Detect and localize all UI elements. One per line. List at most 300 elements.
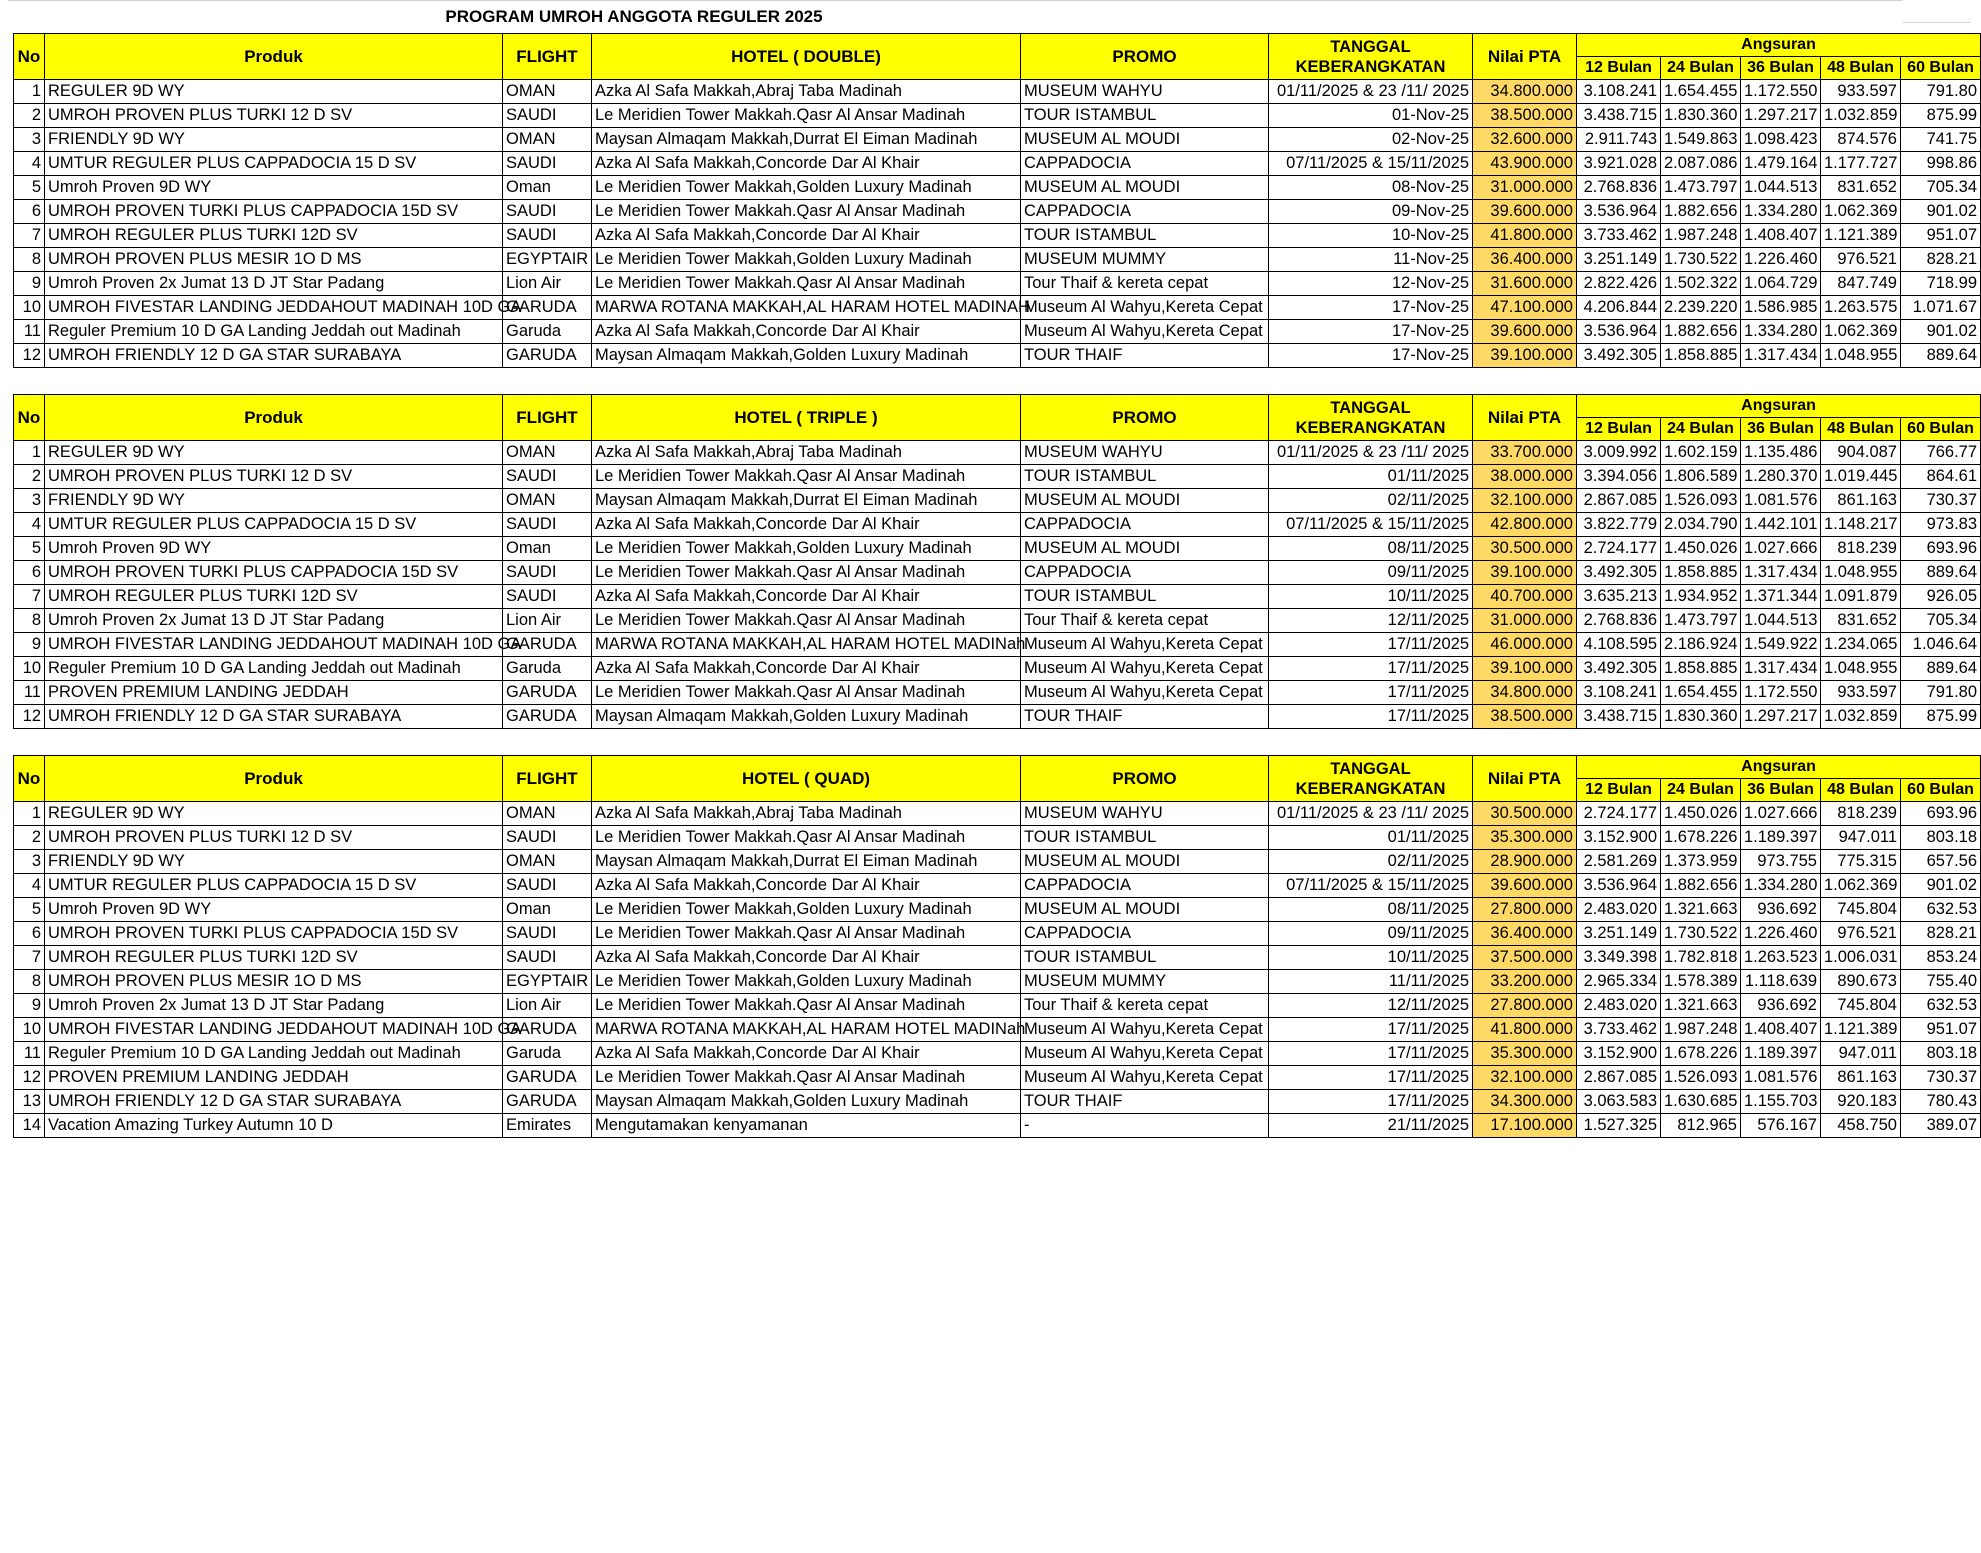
- cell-no: 7: [14, 585, 45, 609]
- col-header-bulan: 48 Bulan: [1821, 57, 1901, 80]
- cell-tanggal: 09/11/2025: [1269, 561, 1473, 585]
- cell-produk: Reguler Premium 10 D GA Landing Jeddah out Madinah: [45, 657, 503, 681]
- cell-nilai-pta: 31.000.000: [1473, 609, 1577, 633]
- cell-promo: TOUR ISTAMBUL: [1021, 465, 1269, 489]
- table-row: [14, 152, 1981, 176]
- cell-angsuran-48: 745.804: [1821, 994, 1901, 1018]
- cell-angsuran-48: 890.673: [1821, 970, 1901, 994]
- cell-flight: OMAN: [503, 128, 592, 152]
- cell-no: 2: [14, 826, 45, 850]
- cell-hotel: Azka Al Safa Makkah,Abraj Taba Madinah: [592, 802, 1021, 826]
- table-row: [14, 1090, 1981, 1114]
- tanggal-line-1: TANGGAL: [1330, 37, 1411, 56]
- col-header-no: No: [14, 395, 45, 441]
- cell-angsuran-60: 705.34: [1901, 609, 1981, 633]
- cell-angsuran-12: 3.733.462: [1577, 224, 1661, 248]
- cell-tanggal: 02/11/2025: [1269, 850, 1473, 874]
- col-header-produk: Produk: [45, 395, 503, 441]
- cell-promo: Museum Al Wahyu,Kereta Cepat: [1021, 320, 1269, 344]
- cell-nilai-pta: 32.600.000: [1473, 128, 1577, 152]
- cell-angsuran-24: 1.987.248: [1661, 224, 1741, 248]
- cell-tanggal: 10/11/2025: [1269, 585, 1473, 609]
- cell-nilai-pta: 42.800.000: [1473, 513, 1577, 537]
- cell-no: 12: [14, 344, 45, 368]
- cell-angsuran-36: 1.549.922: [1741, 633, 1821, 657]
- cell-flight: GARUDA: [503, 633, 592, 657]
- cell-angsuran-24: 2.034.790: [1661, 513, 1741, 537]
- cell-angsuran-60: 998.86: [1901, 152, 1981, 176]
- col-header-bulan: 48 Bulan: [1821, 418, 1901, 441]
- cell-angsuran-48: 831.652: [1821, 609, 1901, 633]
- cell-produk: Umroh Proven 2x Jumat 13 D JT Star Padang: [45, 994, 503, 1018]
- table-row: [14, 296, 1981, 320]
- cell-hotel: Le Meridien Tower Makkah.Qasr Al Ansar Madinah: [592, 1066, 1021, 1090]
- cell-angsuran-60: 926.05: [1901, 585, 1981, 609]
- cell-no: 4: [14, 513, 45, 537]
- cell-nilai-pta: 38.500.000: [1473, 104, 1577, 128]
- cell-nilai-pta: 36.400.000: [1473, 248, 1577, 272]
- cell-flight: SAUDI: [503, 946, 592, 970]
- cell-angsuran-24: 1.549.863: [1661, 128, 1741, 152]
- cell-hotel: Maysan Almaqam Makkah,Durrat El Eiman Madinah: [592, 850, 1021, 874]
- table-row: [14, 561, 1981, 585]
- cell-angsuran-36: 1.044.513: [1741, 609, 1821, 633]
- cell-angsuran-48: 831.652: [1821, 176, 1901, 200]
- cell-angsuran-48: 1.006.031: [1821, 946, 1901, 970]
- cell-angsuran-48: 861.163: [1821, 489, 1901, 513]
- cell-angsuran-60: 632.53: [1901, 898, 1981, 922]
- cell-promo: CAPPADOCIA: [1021, 874, 1269, 898]
- cell-angsuran-36: 1.189.397: [1741, 1042, 1821, 1066]
- cell-no: 10: [14, 657, 45, 681]
- cell-angsuran-12: 2.911.743: [1577, 128, 1661, 152]
- cell-angsuran-48: 1.048.955: [1821, 657, 1901, 681]
- cell-promo: TOUR ISTAMBUL: [1021, 946, 1269, 970]
- table-row: [14, 272, 1981, 296]
- col-header-bulan: 48 Bulan: [1821, 779, 1901, 802]
- cell-hotel: MARWA ROTANA MAKKAH,AL HARAM HOTEL MADINah: [592, 1018, 1021, 1042]
- cell-angsuran-24: 1.321.663: [1661, 994, 1741, 1018]
- cell-tanggal: 08/11/2025: [1269, 898, 1473, 922]
- cell-tanggal: 01-Nov-25: [1269, 104, 1473, 128]
- cell-tanggal: 12/11/2025: [1269, 994, 1473, 1018]
- cell-no: 12: [14, 1066, 45, 1090]
- cell-no: 9: [14, 994, 45, 1018]
- col-header-bulan: 24 Bulan: [1661, 418, 1741, 441]
- cell-promo: Museum Al Wahyu,Kereta Cepat: [1021, 633, 1269, 657]
- cell-promo: MUSEUM AL MOUDI: [1021, 537, 1269, 561]
- cell-produk: UMROH PROVEN PLUS TURKI 12 D SV: [45, 465, 503, 489]
- cell-angsuran-48: 1.062.369: [1821, 874, 1901, 898]
- col-header-bulan: 60 Bulan: [1901, 779, 1981, 802]
- cell-nilai-pta: 33.700.000: [1473, 441, 1577, 465]
- cell-angsuran-60: 875.99: [1901, 104, 1981, 128]
- cell-promo: CAPPADOCIA: [1021, 561, 1269, 585]
- cell-flight: GARUDA: [503, 681, 592, 705]
- cell-angsuran-48: 1.019.445: [1821, 465, 1901, 489]
- cell-angsuran-36: 1.317.434: [1741, 657, 1821, 681]
- cell-angsuran-60: 791.80: [1901, 80, 1981, 104]
- cell-nilai-pta: 17.100.000: [1473, 1114, 1577, 1138]
- cell-promo: Museum Al Wahyu,Kereta Cepat: [1021, 681, 1269, 705]
- cell-angsuran-24: 2.087.086: [1661, 152, 1741, 176]
- cell-angsuran-36: 1.064.729: [1741, 272, 1821, 296]
- cell-hotel: Le Meridien Tower Makkah,Golden Luxury Madinah: [592, 248, 1021, 272]
- cell-tanggal: 17/11/2025: [1269, 1018, 1473, 1042]
- cell-promo: MUSEUM AL MOUDI: [1021, 850, 1269, 874]
- cell-hotel: Maysan Almaqam Makkah,Golden Luxury Madinah: [592, 344, 1021, 368]
- cell-angsuran-24: 1.630.685: [1661, 1090, 1741, 1114]
- cell-hotel: Le Meridien Tower Makkah.Qasr Al Ansar Madinah: [592, 826, 1021, 850]
- cell-tanggal: 01/11/2025 & 23 /11/ 2025: [1269, 441, 1473, 465]
- cell-angsuran-36: 1.334.280: [1741, 874, 1821, 898]
- cell-no: 8: [14, 248, 45, 272]
- tanggal-line-2: KEBERANGKATAN: [1295, 418, 1446, 437]
- cell-angsuran-12: 1.527.325: [1577, 1114, 1661, 1138]
- cell-angsuran-60: 864.61: [1901, 465, 1981, 489]
- cell-produk: Umroh Proven 9D WY: [45, 537, 503, 561]
- cell-produk: UMROH REGULER PLUS TURKI 12D SV: [45, 224, 503, 248]
- cell-angsuran-36: 1.098.423: [1741, 128, 1821, 152]
- header-row: [14, 34, 1981, 57]
- cell-angsuran-60: 951.07: [1901, 1018, 1981, 1042]
- cell-produk: UMTUR REGULER PLUS CAPPADOCIA 15 D SV: [45, 874, 503, 898]
- col-header-angsuran: Angsuran: [1577, 34, 1981, 57]
- cell-tanggal: 01/11/2025 & 23 /11/ 2025: [1269, 802, 1473, 826]
- cell-produk: PROVEN PREMIUM LANDING JEDDAH: [45, 681, 503, 705]
- cell-hotel: Le Meridien Tower Makkah.Qasr Al Ansar Madinah: [592, 609, 1021, 633]
- cell-angsuran-36: 1.172.550: [1741, 681, 1821, 705]
- sheet-title: PROGRAM UMROH ANGGOTA REGULER 2025: [445, 7, 823, 26]
- cell-angsuran-60: 389.07: [1901, 1114, 1981, 1138]
- cell-nilai-pta: 34.800.000: [1473, 80, 1577, 104]
- cell-tanggal: 10-Nov-25: [1269, 224, 1473, 248]
- cell-flight: GARUDA: [503, 344, 592, 368]
- tanggal-line-2: KEBERANGKATAN: [1295, 779, 1446, 798]
- cell-angsuran-60: 657.56: [1901, 850, 1981, 874]
- table-section-2: [13, 394, 1981, 729]
- cell-angsuran-36: 936.692: [1741, 994, 1821, 1018]
- cell-no: 1: [14, 80, 45, 104]
- cell-no: 5: [14, 176, 45, 200]
- cell-angsuran-36: 1.172.550: [1741, 80, 1821, 104]
- cell-promo: MUSEUM AL MOUDI: [1021, 489, 1269, 513]
- cell-angsuran-60: 901.02: [1901, 874, 1981, 898]
- cell-tanggal: 17-Nov-25: [1269, 296, 1473, 320]
- cell-angsuran-36: 1.189.397: [1741, 826, 1821, 850]
- cell-angsuran-12: 2.581.269: [1577, 850, 1661, 874]
- cell-hotel: Azka Al Safa Makkah,Concorde Dar Al Khair: [592, 513, 1021, 537]
- cell-no: 7: [14, 224, 45, 248]
- table-row: [14, 946, 1981, 970]
- cell-angsuran-36: 1.027.666: [1741, 537, 1821, 561]
- cell-angsuran-24: 1.858.885: [1661, 657, 1741, 681]
- cell-angsuran-36: 1.280.370: [1741, 465, 1821, 489]
- cell-produk: Umroh Proven 2x Jumat 13 D JT Star Padang: [45, 272, 503, 296]
- cell-angsuran-36: 1.317.434: [1741, 561, 1821, 585]
- cell-hotel: Azka Al Safa Makkah,Concorde Dar Al Khair: [592, 152, 1021, 176]
- cell-angsuran-48: 1.121.389: [1821, 1018, 1901, 1042]
- cell-produk: Reguler Premium 10 D GA Landing Jeddah out Madinah: [45, 320, 503, 344]
- cell-angsuran-60: 828.21: [1901, 248, 1981, 272]
- cell-hotel: MARWA ROTANA MAKKAH,AL HARAM HOTEL MADINAH: [592, 296, 1021, 320]
- cell-angsuran-60: 730.37: [1901, 489, 1981, 513]
- cell-produk: UMROH REGULER PLUS TURKI 12D SV: [45, 946, 503, 970]
- cell-produk: Umroh Proven 9D WY: [45, 176, 503, 200]
- cell-hotel: Azka Al Safa Makkah,Concorde Dar Al Khair: [592, 874, 1021, 898]
- cell-tanggal: 01/11/2025: [1269, 465, 1473, 489]
- cell-angsuran-60: 803.18: [1901, 826, 1981, 850]
- cell-angsuran-48: 458.750: [1821, 1114, 1901, 1138]
- cell-flight: SAUDI: [503, 224, 592, 248]
- table-row: [14, 970, 1981, 994]
- col-header-no: No: [14, 34, 45, 80]
- cell-tanggal: 17/11/2025: [1269, 657, 1473, 681]
- cell-produk: UMROH PROVEN PLUS MESIR 1O D MS: [45, 970, 503, 994]
- cell-no: 6: [14, 922, 45, 946]
- cell-angsuran-24: 1.373.959: [1661, 850, 1741, 874]
- cell-promo: TOUR THAIF: [1021, 344, 1269, 368]
- col-header-flight: FLIGHT: [503, 395, 592, 441]
- cell-promo: CAPPADOCIA: [1021, 922, 1269, 946]
- cell-angsuran-12: 3.394.056: [1577, 465, 1661, 489]
- cell-produk: UMROH FIVESTAR LANDING JEDDAHOUT MADINAH 10D GA: [45, 296, 503, 320]
- cell-angsuran-36: 1.586.985: [1741, 296, 1821, 320]
- cell-angsuran-12: 4.108.595: [1577, 633, 1661, 657]
- cell-angsuran-12: 3.733.462: [1577, 1018, 1661, 1042]
- cell-nilai-pta: 28.900.000: [1473, 850, 1577, 874]
- cell-promo: Tour Thaif & kereta cepat: [1021, 272, 1269, 296]
- cell-angsuran-48: 861.163: [1821, 1066, 1901, 1090]
- cell-no: 3: [14, 128, 45, 152]
- cell-tanggal: 09/11/2025: [1269, 922, 1473, 946]
- table-row: [14, 1066, 1981, 1090]
- cell-angsuran-24: 1.526.093: [1661, 489, 1741, 513]
- cell-angsuran-12: 2.483.020: [1577, 898, 1661, 922]
- col-header-tanggal: [1269, 34, 1473, 80]
- cell-nilai-pta: 27.800.000: [1473, 994, 1577, 1018]
- col-header-promo: PROMO: [1021, 395, 1269, 441]
- cell-flight: Garuda: [503, 1042, 592, 1066]
- cell-angsuran-24: 812.965: [1661, 1114, 1741, 1138]
- cell-angsuran-24: 1.578.389: [1661, 970, 1741, 994]
- cell-no: 5: [14, 898, 45, 922]
- cell-angsuran-48: 818.239: [1821, 537, 1901, 561]
- cell-nilai-pta: 39.600.000: [1473, 200, 1577, 224]
- cell-angsuran-36: 973.755: [1741, 850, 1821, 874]
- cell-tanggal: 17/11/2025: [1269, 705, 1473, 729]
- cell-tanggal: 17/11/2025: [1269, 681, 1473, 705]
- cell-produk: Vacation Amazing Turkey Autumn 10 D: [45, 1114, 503, 1138]
- cell-no: 13: [14, 1090, 45, 1114]
- cell-angsuran-24: 1.858.885: [1661, 344, 1741, 368]
- cell-angsuran-60: 730.37: [1901, 1066, 1981, 1090]
- cell-angsuran-12: 3.152.900: [1577, 1042, 1661, 1066]
- cell-angsuran-48: 1.048.955: [1821, 561, 1901, 585]
- cell-angsuran-48: 874.576: [1821, 128, 1901, 152]
- cell-hotel: Azka Al Safa Makkah,Concorde Dar Al Khair: [592, 224, 1021, 248]
- cell-hotel: Le Meridien Tower Makkah.Qasr Al Ansar Madinah: [592, 561, 1021, 585]
- cell-angsuran-36: 1.297.217: [1741, 705, 1821, 729]
- cell-angsuran-12: 3.822.779: [1577, 513, 1661, 537]
- cell-nilai-pta: 34.300.000: [1473, 1090, 1577, 1114]
- cell-angsuran-24: 1.934.952: [1661, 585, 1741, 609]
- cell-tanggal: 08-Nov-25: [1269, 176, 1473, 200]
- cell-angsuran-48: 1.148.217: [1821, 513, 1901, 537]
- table-row: [14, 802, 1981, 826]
- cell-promo: TOUR ISTAMBUL: [1021, 826, 1269, 850]
- table-section-3: [13, 755, 1981, 1138]
- cell-angsuran-48: 976.521: [1821, 922, 1901, 946]
- cell-no: 9: [14, 272, 45, 296]
- table-row: [14, 1042, 1981, 1066]
- cell-angsuran-48: 1.177.727: [1821, 152, 1901, 176]
- cell-tanggal: 21/11/2025: [1269, 1114, 1473, 1138]
- cell-angsuran-60: 705.34: [1901, 176, 1981, 200]
- cell-promo: TOUR ISTAMBUL: [1021, 104, 1269, 128]
- cell-angsuran-48: 1.121.389: [1821, 224, 1901, 248]
- cell-angsuran-24: 1.830.360: [1661, 104, 1741, 128]
- table-row: [14, 224, 1981, 248]
- cell-produk: REGULER 9D WY: [45, 80, 503, 104]
- cell-angsuran-24: 1.882.656: [1661, 200, 1741, 224]
- cell-angsuran-12: 2.724.177: [1577, 537, 1661, 561]
- cell-flight: SAUDI: [503, 465, 592, 489]
- cell-angsuran-12: 3.251.149: [1577, 248, 1661, 272]
- cell-tanggal: 01/11/2025 & 23 /11/ 2025: [1269, 80, 1473, 104]
- cell-hotel: Maysan Almaqam Makkah,Golden Luxury Madinah: [592, 705, 1021, 729]
- cell-tanggal: 07/11/2025 & 15/11/2025: [1269, 152, 1473, 176]
- cell-tanggal: 17-Nov-25: [1269, 344, 1473, 368]
- cell-nilai-pta: 32.100.000: [1473, 489, 1577, 513]
- cell-flight: GARUDA: [503, 1090, 592, 1114]
- cell-nilai-pta: 39.600.000: [1473, 874, 1577, 898]
- cell-angsuran-12: 3.009.992: [1577, 441, 1661, 465]
- cell-promo: MUSEUM AL MOUDI: [1021, 128, 1269, 152]
- cell-hotel: Le Meridien Tower Makkah,Golden Luxury Madinah: [592, 176, 1021, 200]
- cell-angsuran-60: 791.80: [1901, 681, 1981, 705]
- cell-angsuran-36: 1.135.486: [1741, 441, 1821, 465]
- cell-promo: Tour Thaif & kereta cepat: [1021, 609, 1269, 633]
- table-row: [14, 200, 1981, 224]
- col-header-hotel: HOTEL ( DOUBLE): [592, 34, 1021, 80]
- cell-angsuran-48: 933.597: [1821, 681, 1901, 705]
- cell-no: 9: [14, 633, 45, 657]
- cell-flight: OMAN: [503, 489, 592, 513]
- cell-nilai-pta: 35.300.000: [1473, 1042, 1577, 1066]
- cell-angsuran-48: 933.597: [1821, 80, 1901, 104]
- cell-produk: UMROH FRIENDLY 12 D GA STAR SURABAYA: [45, 705, 503, 729]
- cell-hotel: Le Meridien Tower Makkah.Qasr Al Ansar Madinah: [592, 465, 1021, 489]
- cell-angsuran-12: 3.536.964: [1577, 874, 1661, 898]
- cell-nilai-pta: 41.800.000: [1473, 224, 1577, 248]
- table-row: [14, 922, 1981, 946]
- cell-angsuran-36: 1.155.703: [1741, 1090, 1821, 1114]
- cell-tanggal: 07/11/2025 & 15/11/2025: [1269, 513, 1473, 537]
- cell-tanggal: 12/11/2025: [1269, 609, 1473, 633]
- cell-angsuran-60: 875.99: [1901, 705, 1981, 729]
- table-row: [14, 898, 1981, 922]
- cell-angsuran-48: 1.032.859: [1821, 705, 1901, 729]
- table-row: [14, 537, 1981, 561]
- col-header-bulan: 12 Bulan: [1577, 418, 1661, 441]
- cell-promo: TOUR THAIF: [1021, 705, 1269, 729]
- table-row: [14, 609, 1981, 633]
- cell-angsuran-36: 1.081.576: [1741, 1066, 1821, 1090]
- cell-angsuran-24: 1.450.026: [1661, 802, 1741, 826]
- cell-angsuran-60: 1.071.67: [1901, 296, 1981, 320]
- cell-angsuran-12: 3.438.715: [1577, 705, 1661, 729]
- cell-angsuran-48: 1.234.065: [1821, 633, 1901, 657]
- cell-flight: Lion Air: [503, 272, 592, 296]
- cell-promo: TOUR THAIF: [1021, 1090, 1269, 1114]
- table-row: [14, 344, 1981, 368]
- cell-angsuran-60: 766.77: [1901, 441, 1981, 465]
- cell-promo: TOUR ISTAMBUL: [1021, 224, 1269, 248]
- cell-angsuran-36: 1.408.407: [1741, 1018, 1821, 1042]
- tanggal-line-1: TANGGAL: [1330, 398, 1411, 417]
- cell-angsuran-12: 3.108.241: [1577, 681, 1661, 705]
- cell-produk: FRIENDLY 9D WY: [45, 850, 503, 874]
- col-header-bulan: 12 Bulan: [1577, 57, 1661, 80]
- cell-angsuran-60: 803.18: [1901, 1042, 1981, 1066]
- cell-nilai-pta: 40.700.000: [1473, 585, 1577, 609]
- cell-hotel: Azka Al Safa Makkah,Concorde Dar Al Khair: [592, 946, 1021, 970]
- cell-angsuran-12: 3.349.398: [1577, 946, 1661, 970]
- cell-angsuran-24: 1.473.797: [1661, 176, 1741, 200]
- cell-tanggal: 02-Nov-25: [1269, 128, 1473, 152]
- cell-angsuran-60: 741.75: [1901, 128, 1981, 152]
- cell-nilai-pta: 38.500.000: [1473, 705, 1577, 729]
- cell-angsuran-12: 3.921.028: [1577, 152, 1661, 176]
- cell-hotel: Maysan Almaqam Makkah,Golden Luxury Madinah: [592, 1090, 1021, 1114]
- cell-angsuran-60: 718.99: [1901, 272, 1981, 296]
- cell-angsuran-48: 775.315: [1821, 850, 1901, 874]
- cell-flight: Oman: [503, 537, 592, 561]
- col-header-flight: FLIGHT: [503, 34, 592, 80]
- cell-no: 11: [14, 1042, 45, 1066]
- cell-promo: MUSEUM AL MOUDI: [1021, 176, 1269, 200]
- cell-nilai-pta: 32.100.000: [1473, 1066, 1577, 1090]
- cell-angsuran-12: 3.492.305: [1577, 344, 1661, 368]
- col-header-pta: Nilai PTA: [1473, 756, 1577, 802]
- cell-angsuran-48: 904.087: [1821, 441, 1901, 465]
- col-header-produk: Produk: [45, 34, 503, 80]
- col-header-bulan: 60 Bulan: [1901, 418, 1981, 441]
- cell-angsuran-36: 1.226.460: [1741, 248, 1821, 272]
- header-row: [14, 756, 1981, 779]
- cell-angsuran-60: 889.64: [1901, 561, 1981, 585]
- cell-no: 8: [14, 970, 45, 994]
- cell-produk: UMROH PROVEN PLUS TURKI 12 D SV: [45, 826, 503, 850]
- cell-hotel: Le Meridien Tower Makkah,Golden Luxury Madinah: [592, 537, 1021, 561]
- cell-flight: OMAN: [503, 802, 592, 826]
- col-header-bulan: 60 Bulan: [1901, 57, 1981, 80]
- cell-produk: UMTUR REGULER PLUS CAPPADOCIA 15 D SV: [45, 152, 503, 176]
- cell-flight: Oman: [503, 898, 592, 922]
- cell-angsuran-36: 1.371.344: [1741, 585, 1821, 609]
- cell-produk: UMROH REGULER PLUS TURKI 12D SV: [45, 585, 503, 609]
- table-row: [14, 513, 1981, 537]
- cell-angsuran-48: 920.183: [1821, 1090, 1901, 1114]
- cell-flight: EGYPTAIR: [503, 970, 592, 994]
- col-header-produk: Produk: [45, 756, 503, 802]
- cell-tanggal: 07/11/2025 & 15/11/2025: [1269, 874, 1473, 898]
- cell-angsuran-60: 901.02: [1901, 200, 1981, 224]
- cell-tanggal: 11-Nov-25: [1269, 248, 1473, 272]
- cell-no: 3: [14, 489, 45, 513]
- cell-angsuran-48: 1.062.369: [1821, 200, 1901, 224]
